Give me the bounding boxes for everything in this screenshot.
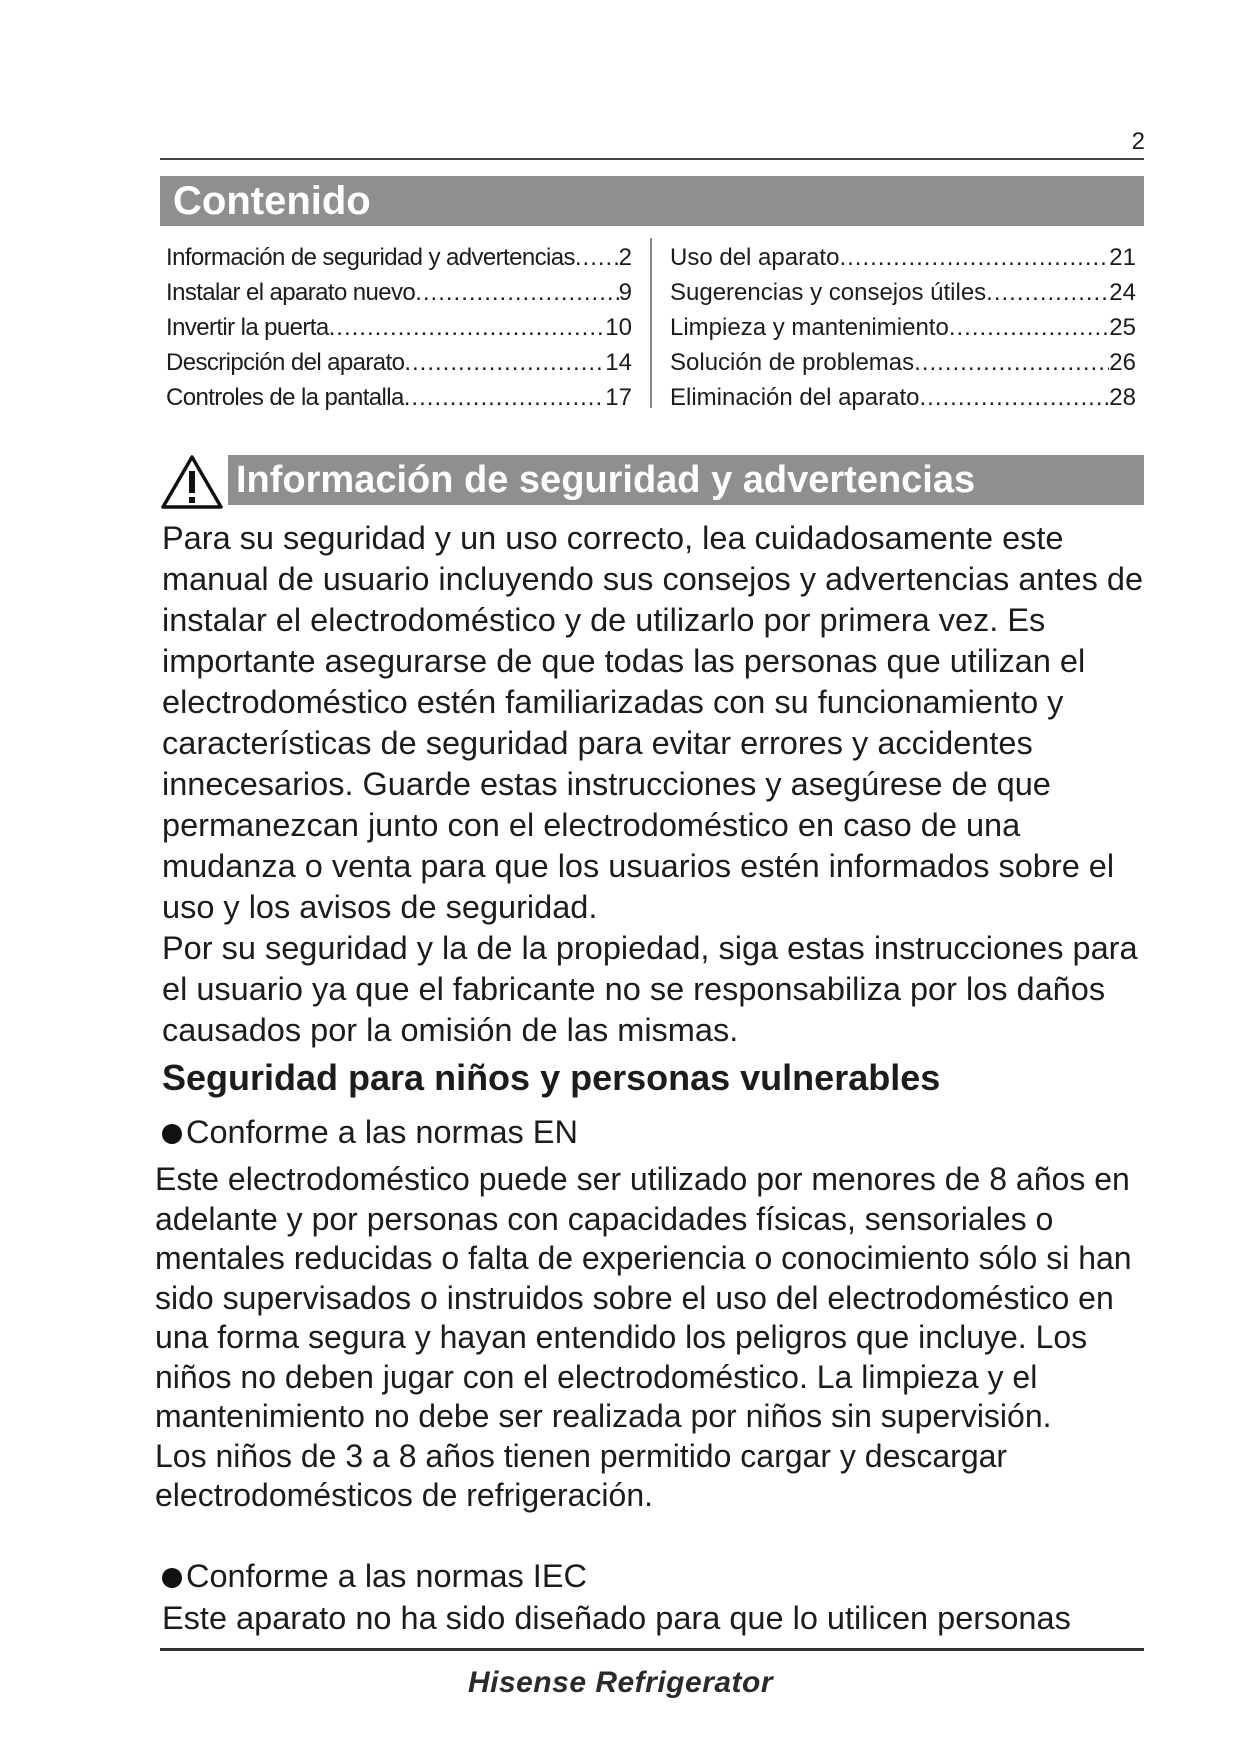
bullet-label: Conforme a las normas IEC (186, 1558, 587, 1594)
toc-entry[interactable] (166, 240, 632, 275)
toc-entry[interactable] (670, 310, 1136, 345)
toc-entry[interactable] (670, 275, 1136, 310)
toc-entry-page: 25 (1109, 314, 1136, 341)
toc-leader (329, 310, 606, 345)
warning-triangle-icon (160, 454, 224, 510)
en-paragraph: Los niños de 3 a 8 años tienen permitido cargar y descargar electrodomésticos de refrigeración. (155, 1437, 1008, 1513)
toc-entry[interactable] (166, 275, 632, 310)
toc-entry-title: Información de seguridad y advertencias (166, 244, 575, 271)
toc-leader (919, 380, 1109, 415)
toc-column-divider (650, 238, 652, 408)
toc-leader (415, 275, 618, 310)
bullet-dot-icon (162, 1124, 182, 1144)
toc-entry-page: 10 (605, 314, 632, 341)
safety-heading: Información de seguridad y advertencias (228, 455, 1144, 505)
children-safety-subheading: Seguridad para niños y personas vulnerables (162, 1057, 941, 1098)
iec-standard-bullet (162, 1556, 587, 1596)
toc-entry-title: Solución de problemas (670, 349, 915, 376)
en-paragraph: Este electrodoméstico puede ser utilizado por menores de 8 años en adelante y por personas con capacidades físicas, sensoriales o mentales reducidas o falta de experiencia o conocimiento sólo si han sido supervisados o instruidos sobre el uso del electrodoméstico en una forma segura y hayan entendido los peligros que incluye. Los niños no deben jugar con el electrodoméstico. La limpieza y el mantenimiento no debe ser realizada por niños sin supervisión. (155, 1161, 1132, 1434)
toc-leader (986, 275, 1109, 310)
toc-entry[interactable] (670, 240, 1136, 275)
toc-entry-page: 2 (618, 244, 632, 271)
toc-entry-title: Limpieza y mantenimiento (670, 314, 949, 341)
toc-entry[interactable] (670, 345, 1136, 380)
intro-paragraph: Por su seguridad y la de la propiedad, siga estas instrucciones para el usuario ya que el fabricante no se responsabiliza por los daños causados por la omisión de las mismas. (162, 930, 1138, 1048)
toc-entry-page: 24 (1109, 279, 1136, 306)
toc-leader (914, 345, 1109, 380)
toc-left-column (166, 240, 632, 415)
toc-entry-title: Eliminación del aparato (670, 384, 920, 411)
toc-entry-page: 17 (605, 384, 632, 411)
safety-intro (162, 518, 1152, 1051)
toc-leader (949, 310, 1109, 345)
en-standard-text (155, 1160, 1145, 1516)
contents-heading: Contenido (160, 176, 1144, 226)
toc-entry-title: Sugerencias y consejos útiles (670, 279, 987, 306)
toc-entry-title: Controles de la pantalla (166, 384, 404, 411)
toc-entry-title: Descripción del aparato (166, 349, 405, 376)
toc-leader (839, 240, 1109, 275)
intro-paragraph: Para su seguridad y un uso correcto, lea cuidadosamente este manual de usuario incluyendo sus consejos y advertencias antes de instalar el electrodoméstico y de utilizarlo por primera vez. Es importante asegurarse de que todas las personas que utilizan el electrodoméstico estén familiarizadas con su funcionamiento y características de seguridad para evitar errores y accidentes innecesarios. Guarde estas instrucciones y asegúrese de que permanezcan junto con el electrodoméstico en caso de una mudanza o venta para que los usuarios estén informados sobre el uso y los avisos de seguridad. (162, 520, 1144, 925)
iec-standard-text: Este aparato no ha sido diseñado para que lo utilicen personas (162, 1600, 1071, 1636)
bullet-label: Conforme a las normas EN (186, 1114, 578, 1150)
toc-entry-page: 21 (1109, 244, 1136, 271)
page-number: 2 (1131, 128, 1145, 155)
toc-entry[interactable] (166, 345, 632, 380)
toc-entry-title: Invertir la puerta (166, 314, 329, 341)
toc-right-column (670, 240, 1136, 415)
bullet-dot-icon (162, 1568, 182, 1588)
top-divider (160, 158, 1144, 160)
toc-entry-title: Uso del aparato (670, 244, 840, 271)
toc-entry-page: 14 (605, 349, 632, 376)
toc-entry-page: 28 (1109, 384, 1136, 411)
toc-entry-page: 26 (1109, 349, 1136, 376)
toc-leader (404, 345, 605, 380)
toc-entry-title: Instalar el aparato nuevo (166, 279, 416, 306)
toc-leader (404, 380, 606, 415)
toc-entry[interactable] (166, 310, 632, 345)
toc-entry-page: 9 (618, 279, 632, 306)
toc-entry[interactable] (670, 380, 1136, 415)
footer-brand: Hisense Refrigerator (467, 1666, 774, 1699)
footer-divider (160, 1648, 1144, 1651)
toc-leader (575, 240, 619, 275)
en-standard-bullet (162, 1112, 578, 1152)
toc-entry[interactable] (166, 380, 632, 415)
